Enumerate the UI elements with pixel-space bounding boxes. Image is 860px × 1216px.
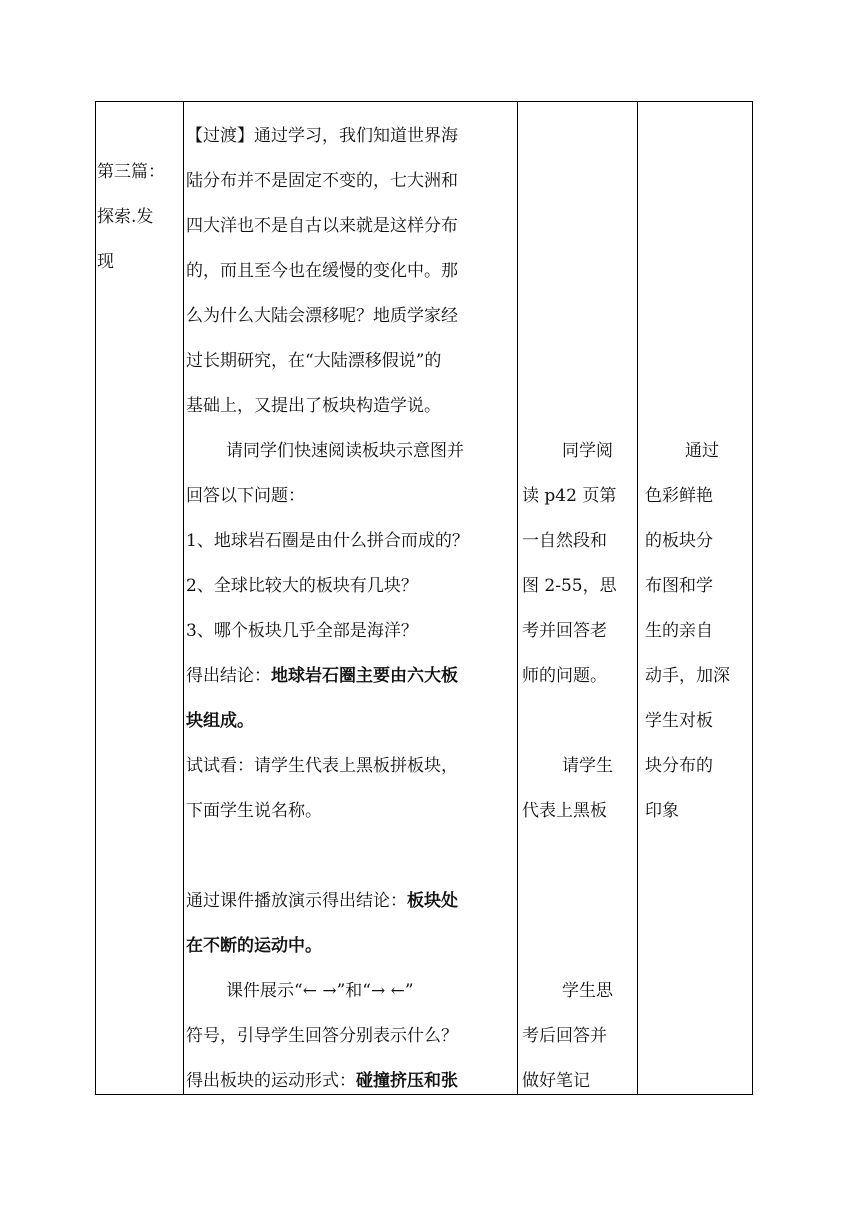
table-divider-1 (183, 101, 184, 1095)
try-line-2: 下面学生说名称。 (186, 801, 322, 821)
transition-line-7: 基础上，又提出了板块构造学说。 (186, 396, 441, 416)
motion-bold: 碰撞挤压和张 (356, 1071, 458, 1091)
demo-prefix: 通过课件播放演示得出结论： (186, 891, 407, 911)
demo-line-2: 在不断的运动中。 (186, 936, 322, 956)
transition-line-4: 的，而且至今也在缓慢的变化中。那 (186, 261, 458, 281)
transition-line-6: 过长期研究，在“大陆漂移假说”的 (186, 351, 442, 371)
question-2: 2、全球比较大的板块有几块？ (186, 576, 418, 596)
intent-line-8: 块分布的 (645, 756, 713, 776)
conclusion-line-2: 块组成。 (186, 711, 254, 731)
intent-line-5: 生的亲自 (645, 621, 713, 641)
intent-line-6: 动手，加深 (645, 666, 730, 686)
conclusion-prefix: 得出结论： (186, 666, 271, 686)
conclusion-line-1 (186, 654, 514, 699)
question-1: 1、地球岩石圈是由什么拼合而成的？ (186, 531, 469, 551)
section-title-line-3: 现 (97, 252, 114, 272)
intent-line-3: 的板块分 (645, 531, 713, 551)
table-divider-3 (637, 101, 638, 1095)
reading-task-line-2: 回答以下问题： (186, 486, 305, 506)
activity-a-line-4: 图 2-55，思 (522, 576, 617, 596)
table-border-right (752, 101, 753, 1095)
design-intent-cell (645, 114, 745, 834)
activity-b-line-2: 代表上黑板 (522, 801, 607, 821)
activity-a-line-2: 读 p42 页第 (522, 486, 617, 506)
teaching-content-cell (186, 114, 514, 1104)
table-divider-2 (517, 101, 518, 1095)
activity-a-line-3: 一自然段和 (522, 531, 607, 551)
blank-line (186, 834, 514, 879)
demo-line-1 (186, 879, 514, 924)
reading-task-line-1: 请同学们快速阅读板块示意图并 (226, 441, 464, 461)
intent-line-4: 布图和学 (645, 576, 713, 596)
student-activity-cell (522, 114, 630, 1104)
symbols-line-1: 课件展示“← →”和“→ ←” (226, 981, 414, 1001)
section-title-cell (97, 150, 183, 285)
section-title-line-1: 第三篇： (97, 162, 165, 182)
activity-c-line-1: 学生思 (562, 981, 613, 1001)
motion-prefix: 得出板块的运动形式： (186, 1071, 356, 1091)
symbols-line-2: 符号，引导学生回答分别表示什么？ (186, 1026, 458, 1046)
intent-line-9: 印象 (645, 801, 679, 821)
intent-line-7: 学生对板 (645, 711, 713, 731)
motion-line (186, 1059, 514, 1104)
section-title-line-2: 探索.发 (97, 207, 154, 227)
activity-a-line-5: 考并回答老 (522, 621, 607, 641)
conclusion-bold-1: 地球岩石圈主要由六大板 (271, 666, 458, 686)
table-border-left (95, 101, 96, 1095)
intent-line-2: 色彩鲜艳 (645, 486, 713, 506)
activity-a-line-6: 师的问题。 (522, 666, 607, 686)
activity-b-line-1: 请学生 (562, 756, 613, 776)
transition-line-2: 陆分布并不是固定不变的，七大洲和 (186, 171, 458, 191)
activity-c-line-2: 考后回答并 (522, 1026, 607, 1046)
transition-line-5: 么为什么大陆会漂移呢？地质学家经 (186, 306, 458, 326)
table-top-border (95, 101, 753, 102)
transition-line-3: 四大洋也不是自古以来就是这样分布 (186, 216, 458, 236)
try-line-1: 试试看：请学生代表上黑板拼板块， (186, 756, 458, 776)
transition-line-1: 【过渡】通过学习，我们知道世界海 (186, 126, 458, 146)
question-3: 3、哪个板块几乎全部是海洋？ (186, 621, 418, 641)
activity-c-line-3: 做好笔记 (522, 1071, 590, 1091)
demo-bold-1: 板块处 (407, 891, 458, 911)
intent-line-1: 通过 (685, 441, 719, 461)
activity-a-line-1: 同学阅 (562, 441, 613, 461)
